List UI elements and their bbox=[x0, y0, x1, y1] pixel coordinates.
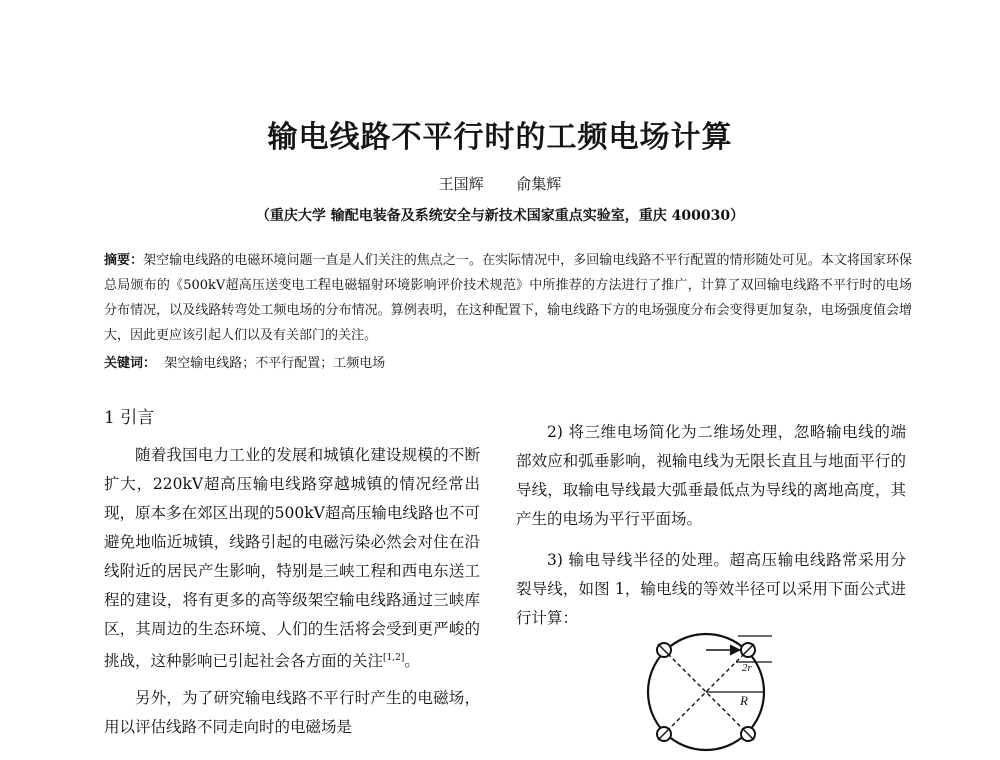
body-paragraph bbox=[104, 441, 480, 676]
subconductor bbox=[657, 727, 671, 741]
keywords bbox=[104, 352, 912, 371]
subconductor bbox=[657, 643, 671, 657]
author-list bbox=[0, 173, 1000, 194]
bundle-conductor-figure bbox=[636, 628, 786, 760]
keywords-label: 关键词： bbox=[104, 356, 157, 371]
author-name: 王国辉 bbox=[438, 175, 484, 193]
abstract bbox=[104, 248, 912, 348]
author-name: 俞集辉 bbox=[516, 175, 562, 193]
label-2r: 2r bbox=[742, 662, 752, 674]
body-paragraph: 3) 输电导线半径的处理。超高压输电线路常采用分裂导线，如图 1，输电线的等效半径可以采用下面公式进行计算： bbox=[516, 551, 906, 627]
abstract-label: 摘要： bbox=[104, 253, 144, 268]
subconductor bbox=[741, 727, 755, 741]
paper-title: 输电线路不平行时的工频电场计算 bbox=[267, 120, 733, 155]
paragraph-end: 。 bbox=[404, 652, 420, 671]
body-paragraph: 2) 将三维电场简化为二维场处理，忽略输电线的端部效应和弧垂影响，视输电线为无限长直且与地面平行的导线，取输电导线最大弧垂最低点为导线的离地高度，其产生的电场为平行平面场。 bbox=[516, 423, 906, 528]
right-column bbox=[516, 418, 906, 645]
keywords-text: 架空输电线路；不平行配置；工频电场 bbox=[164, 356, 386, 371]
left-column bbox=[104, 441, 480, 742]
citation-ref: [1,2] bbox=[383, 653, 405, 663]
subconductor bbox=[741, 643, 755, 657]
body-paragraph: 另外，为了研究输电线路不平行时产生的电磁场，用以评估线路不同走向时的电磁场是 bbox=[104, 689, 480, 737]
affiliation: （重庆大学 输配电装备及系统安全与新技术国家重点实验室，重庆 400030） bbox=[255, 208, 745, 224]
section-heading: 1 引言 bbox=[104, 408, 155, 428]
label-R: R bbox=[740, 693, 748, 708]
paragraph-text: 随着我国电力工业的发展和城镇化建设规模的不断扩大，220kV超高压输电线路穿越城镇的情况经常出现，原本多在郊区出现的500kV超高压输电线路也不可避免地临近城镇，线路引起的电磁污染必然会对住在沿线附近的居民产生影响，特别是三峡工程和西电东送工程的建设，将有更多的高等级架空输电线路通过三峡库区，其周边的生态环境、人们的生活将会受到更严峻的挑战，这种影响已引起社会各方面的关注 bbox=[104, 446, 480, 671]
abstract-text: 架空输电线路的电磁环境问题一直是人们关注的焦点之一。在实际情况中，多回输电线路不平行配置的情形随处可见。本文将国家环保总局颁布的《500kV超高压送变电工程电磁辐射环境影响评价技术规范》中所推荐的方法进行了推广，计算了双回输电线路不平行时的电场分布情况，以及线路转弯处工频电场的分布情况。算例表明，在这种配置下，输电线路下方的电场强度分布会变得更加复杂，电场强度值会增大，因此更应该引起人们以及有关部门的关注。 bbox=[104, 253, 912, 343]
